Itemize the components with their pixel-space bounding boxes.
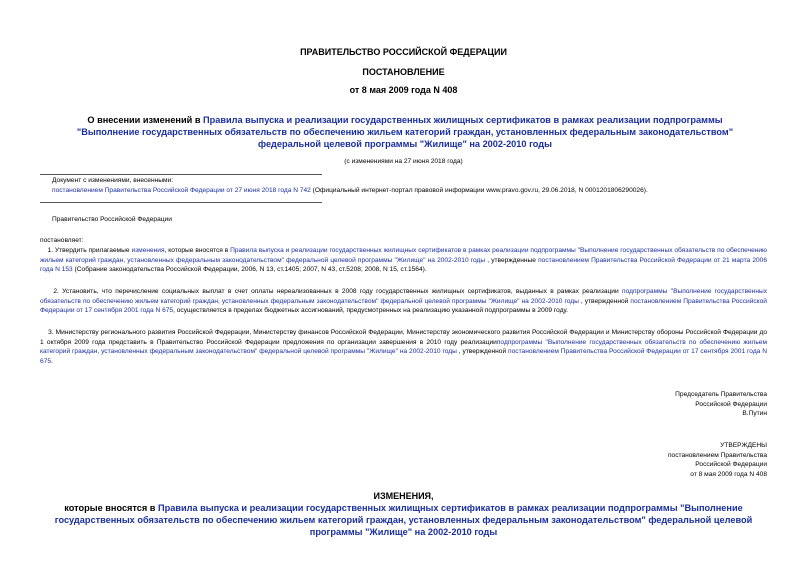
amendments-list [52, 186, 767, 196]
signature-country: Российской Федерации [695, 400, 767, 408]
paragraph-3: 3. Министерству регионального развития Российской Федерации, Министерству финансов Российской Федерации, Министерству экономического развития Российской Федерации и Министерству обороны Российской Федерации до 1 октября 2009 года представить в Правительство Российской Федерации предложения по организации завершения в 2010 году реализацииподпрограммы "Выполнение государственных обязательств по обеспечению жильем категорий граждан, установленных федеральным законодательством" федеральной целевой программы "Жилище" на 2002-2010 годы , утвержденной постановлением Правительства Российской Федерации от 17 сентября 2001 года N 675. [40, 329, 768, 365]
approved-block [668, 441, 767, 479]
changes-prefix: которые вносятся в [64, 503, 159, 513]
approved-country: Российской Федерации [695, 461, 767, 469]
title-rules-link[interactable]: Правила выпуска и реализации государственных жилищных сертификатов в рамках реализации подпрограммы "Выполнение государственных обязательств по обеспечению жильем категорий граждан, установленных федеральным законодательством" федеральной целевой программы "Жилище" на 2002-2010 годы [76, 115, 734, 149]
document-type: ПОСТАНОВЛЕНИЕ [362, 67, 445, 77]
signature-title: Председатель Правительства [675, 391, 767, 398]
divider-top [40, 174, 322, 175]
decree-153-link[interactable]: постановлением Правительства Российской Федерации от 21 марта 2006 года N 153 [40, 256, 767, 274]
paragraph-2: 2. Установить, что перечисление социальных выплат в счет оплаты нереализованных в 2008 году государственных жилищных сертификатов, выданных в рамках реализации подпрограммы "Выполнение государственных обязательств по обеспечению жильем категорий граждан, установленных федеральным законодательством" федеральной целевой программы "Жилище" на 2002-2010 годы , утвержденной постановлением Правительства Российской Федерации от 17 сентября 2001 года N 675, осуществляется в пределах бюджетных ассигнований, предусмотренных на реализацию указанной подпрограммы в 2009 году. [40, 288, 767, 315]
government-name: ПРАВИТЕЛЬСТВО РОССИЙСКОЙ ФЕДЕРАЦИИ [300, 47, 507, 57]
changes-rules-link[interactable]: Правила выпуска и реализации государственных жилищных сертификатов в рамках реализации подпрограммы "Выполнение государственных обязательств по обеспечению жильем категорий граждан, установленных федеральным законодательством" федеральной целевой программы "Жилище" на 2002-2010 годы [54, 503, 753, 537]
amendment-source: (Официальный интернет-портал правовой информации www.pravo.gov.ru, 29.06.2018, N 0001201806290026). [310, 187, 648, 194]
decree-675-link-2[interactable]: постановлением Правительства Российской Федерации от 17 сентября 2001 года N 675 [40, 348, 768, 365]
changes-link[interactable]: изменения [131, 247, 165, 254]
revision-note: (с изменениями на 27 июня 2018 года) [344, 158, 463, 165]
issuer: Правительство Российской Федерации [52, 216, 172, 223]
paragraph-1: 1. Утвердить прилагаемые изменения, которые вносятся в Правила выпуска и реализации государственных жилищных сертификатов в рамках реализации подпрограммы "Выполнение государственных обязательств по обеспечению жильем категорий граждан, установленных федеральным законодательством" федеральной целевой программы "Жилище" на 2002-2010 годы , утвержденные постановлением Правительства Российской Федерации от 21 марта 2006 года N 153 (Собрание законодательства Российской Федерации, 2006, N 13, ст.1405; 2007, N 43, ст.5208; 2008, N 15, ст.1564). [40, 247, 768, 274]
changes-heading: ИЗМЕНЕНИЯ, [373, 491, 434, 501]
signature-block [675, 390, 767, 419]
document-date-number: от 8 мая 2009 года N 408 [349, 85, 458, 95]
approved-label: УТВЕРЖДЕНЫ [720, 442, 767, 449]
amendments-heading: Документ с изменениями, внесенными: [52, 177, 174, 184]
divider-bottom [40, 202, 322, 203]
title-prefix: О внесении изменений в [87, 115, 204, 125]
subprogram-link[interactable]: подпрограммы "Выполнение государственных обязательств по обеспечению жильем категорий граждан, установленных федеральным законодательством" федеральной целевой программы "Жилище" на 2002-2010 годы [40, 288, 767, 305]
signature-name: В.Путин [742, 410, 767, 418]
decrees: постановляет: [40, 237, 84, 244]
changes-title [40, 502, 767, 538]
amendment-link-742[interactable]: постановлением Правительства Российской Федерации от 27 июня 2018 года N 742 [52, 187, 311, 194]
decree-675-link[interactable]: постановлением Правительства Российской Федерации от 17 сентября 2001 года N 675 [40, 297, 767, 315]
document-title [60, 114, 750, 150]
subprogram-link-2[interactable]: подпрограммы "Выполнение государственных обязательств по обеспечению жильем категорий граждан, установленных федеральным законодательством" федеральной целевой программы "Жилище" на 2002-2010 годы [40, 338, 768, 356]
approved-by: постановлением Правительства [667, 451, 767, 459]
approved-date: от 8 мая 2009 года N 408 [690, 470, 767, 478]
rules-link[interactable]: Правила выпуска и реализации государственных жилищных сертификатов в рамках реализации подпрограммы "Выполнение государственных обязательств по обеспечению жильем категорий граждан, установленных федеральным законодательством" федеральной целевой программы "Жилище" на 2002-2010 годы [40, 247, 768, 264]
